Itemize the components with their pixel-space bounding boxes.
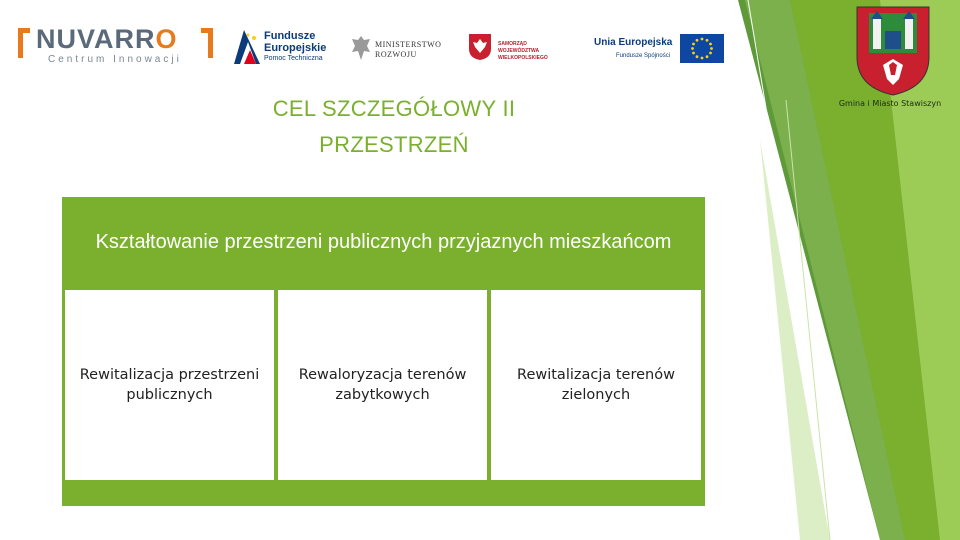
title-line-1: CEL SZCZEGÓŁOWY II [272, 96, 516, 121]
bracket-left-icon [18, 28, 30, 58]
diagram-item-3: Rewitalizacja terenów zielonych [491, 290, 701, 480]
white-eagle-icon [350, 34, 372, 62]
objective-diagram [62, 197, 705, 506]
nuvarro-subtitle: Centrum Innowacji [48, 54, 182, 65]
unia-title: Unia Europejska [594, 37, 673, 48]
stawiszyn-coat-of-arms-icon [855, 5, 931, 97]
unia-europejska-logo [592, 33, 727, 65]
fundusze-title: Fundusze Europejskie [264, 30, 327, 54]
fundusze-stars-icon [234, 30, 260, 64]
diagram-item-1: Rewitalizacja przestrzeni publicznych [65, 290, 274, 480]
nuvarro-logo [18, 24, 213, 66]
samorzad-wielkopolski-logo [468, 33, 568, 63]
bracket-right-icon [201, 28, 213, 58]
fundusze-subtitle: Pomoc Techniczna [264, 55, 323, 62]
slide-title [198, 91, 590, 163]
diagram-header: Kształtowanie przestrzeni publicznych przyjaznych mieszkańcom [95, 230, 672, 253]
unia-subtitle: Fundusze Spójności [616, 53, 671, 59]
diagram-item-2: Rewaloryzacja terenów zabytkowych [278, 290, 487, 480]
ministerstwo-rozwoju-logo [350, 34, 445, 64]
red-shield-icon [468, 33, 492, 61]
title-line-2: PRZESTRZEŃ [319, 132, 469, 157]
crest-caption: Gmina i Miasto Stawiszyn [838, 99, 942, 108]
fundusze-europejskie-logo [234, 28, 329, 66]
samorzad-text: SAMORZĄD WOJEWÓDZTWA WIELKOPOLSKIEGO [498, 41, 548, 61]
eu-flag-icon [680, 34, 724, 63]
nuvarro-wordmark: NUVARRO [36, 24, 178, 54]
ministerstwo-text: MINISTERSTWO ROZWOJU [375, 40, 442, 59]
